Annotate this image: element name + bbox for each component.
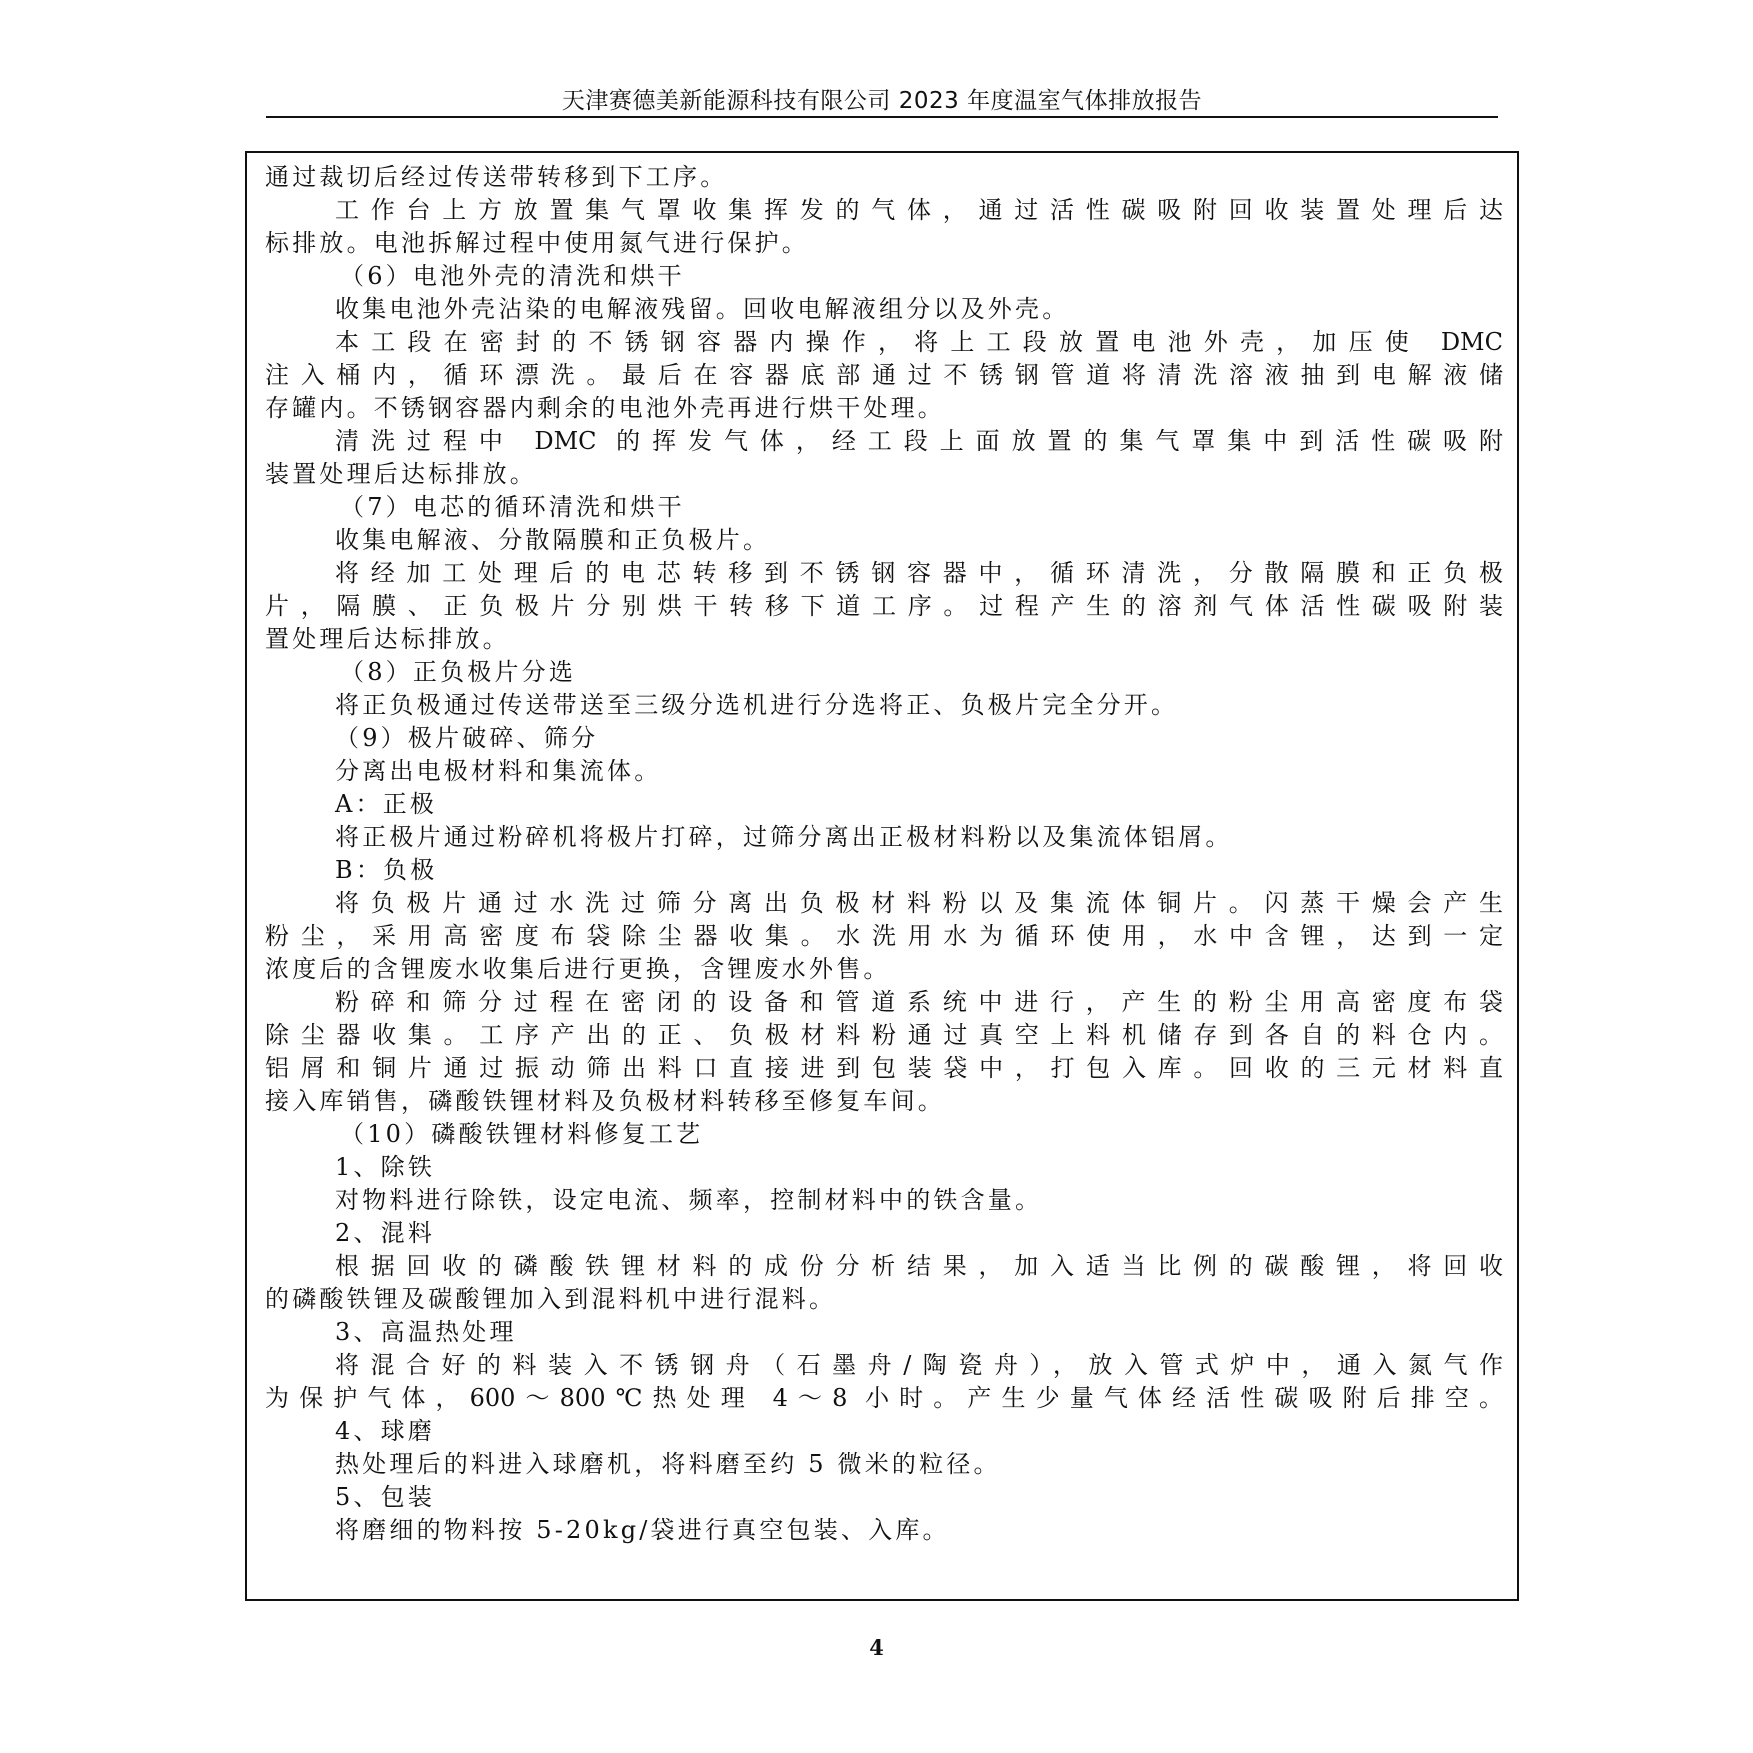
page-number: 4 (869, 1635, 884, 1660)
subsection-heading: A：正极 (335, 790, 438, 818)
text-line: 清洗过程中 DMC 的挥发气体，经工段上面放置的集气罩集中到活性碳吸附 (335, 427, 1503, 455)
section-heading: （10）磷酸铁锂材料修复工艺 (340, 1120, 704, 1148)
section-heading: （6）电池外壳的清洗和烘干 (340, 262, 685, 290)
text-line: 标排放。电池拆解过程中使用氮气进行保护。 (265, 229, 809, 257)
subsection-heading: 2、混料 (335, 1219, 436, 1247)
text-line: 热处理后的料进入球磨机，将料磨至约 5 微米的粒径。 (335, 1450, 1001, 1478)
text-line: 将经加工处理后的电芯转移到不锈钢容器中，循环清洗，分散隔膜和正负极 (335, 559, 1503, 587)
text-line: 装置处理后达标排放。 (265, 460, 537, 488)
text-line: 的磷酸铁锂及碳酸锂加入到混料机中进行混料。 (265, 1285, 837, 1313)
text-line: 收集电池外壳沾染的电解液残留。回收电解液组分以及外壳。 (335, 295, 1070, 323)
subsection-heading: 1、除铁 (335, 1153, 436, 1181)
text-line: 将正负极通过传送带送至三级分选机进行分选将正、负极片完全分开。 (335, 691, 1179, 719)
section-heading: （8）正负极片分选 (340, 658, 577, 686)
text-line: 将混合好的料装入不锈钢舟（石墨舟/陶瓷舟），放入管式炉中，通入氮气作 (335, 1351, 1503, 1379)
text-line: 接入库销售，磷酸铁锂材料及负极材料转移至修复车间。 (265, 1087, 945, 1115)
subsection-heading: 5、包装 (335, 1483, 436, 1511)
text-line: 通过裁切后经过传送带转移到下工序。 (265, 163, 728, 191)
text-line: 对物料进行除铁，设定电流、频率，控制材料中的铁含量。 (335, 1186, 1043, 1214)
text-line: 收集电解液、分散隔膜和正负极片。 (335, 526, 771, 554)
text-line: 注入桶内，循环漂洗。最后在容器底部通过不锈钢管道将清洗溶液抽到电解液储 (265, 361, 1503, 389)
text-line: 工作台上方放置集气罩收集挥发的气体，通过活性碳吸附回收装置处理后达 (335, 196, 1503, 224)
text-line: 除尘器收集。工序产出的正、负极材料粉通过真空上料机储存到各自的料仓内。 (265, 1021, 1503, 1049)
text-line: 片，隔膜、正负极片分别烘干转移下道工序。过程产生的溶剂气体活性碳吸附装 (265, 592, 1503, 620)
text-line: 本工段在密封的不锈钢容器内操作，将上工段放置电池外壳，加压使 DMC (335, 328, 1503, 356)
text-line: 粉碎和筛分过程在密闭的设备和管道系统中进行，产生的粉尘用高密度布袋 (335, 988, 1503, 1016)
subsection-heading: 3、高温热处理 (335, 1318, 517, 1346)
subsection-heading: B：负极 (335, 856, 438, 884)
subsection-heading: 4、球磨 (335, 1417, 436, 1445)
text-line: 为保护气体，600～800℃热处理 4～8 小时。产生少量气体经活性碳吸附后排空。 (265, 1384, 1503, 1412)
text-line: 存罐内。不锈钢容器内剩余的电池外壳再进行烘干处理。 (265, 394, 945, 422)
text-line: 将负极片通过水洗过筛分离出负极材料粉以及集流体铜片。闪蒸干燥会产生 (335, 889, 1503, 917)
page-header-title: 天津赛德美新能源科技有限公司 2023 年度温室气体排放报告 (561, 88, 1203, 114)
text-line: 将磨细的物料按 5-20kg/袋进行真空包装、入库。 (335, 1516, 950, 1544)
text-line: 置处理后达标排放。 (265, 625, 510, 653)
section-heading: （9）极片破碎、筛分 (335, 724, 599, 752)
text-line: 铝屑和铜片通过振动筛出料口直接进到包装袋中，打包入库。回收的三元材料直 (265, 1054, 1503, 1082)
header-divider (266, 116, 1498, 118)
text-line: 将正极片通过粉碎机将极片打碎，过筛分离出正极材料粉以及集流体铝屑。 (335, 823, 1233, 851)
text-line: 浓度后的含锂废水收集后进行更换，含锂废水外售。 (265, 955, 891, 983)
text-line: 粉尘，采用高密度布袋除尘器收集。水洗用水为循环使用，水中含锂，达到一定 (265, 922, 1503, 950)
content-frame (245, 151, 1519, 1601)
text-line: 分离出电极材料和集流体。 (335, 757, 662, 785)
section-heading: （7）电芯的循环清洗和烘干 (340, 493, 685, 521)
body-text (265, 161, 1503, 1547)
text-line: 根据回收的磷酸铁锂材料的成份分析结果，加入适当比例的碳酸锂，将回收 (335, 1252, 1503, 1280)
